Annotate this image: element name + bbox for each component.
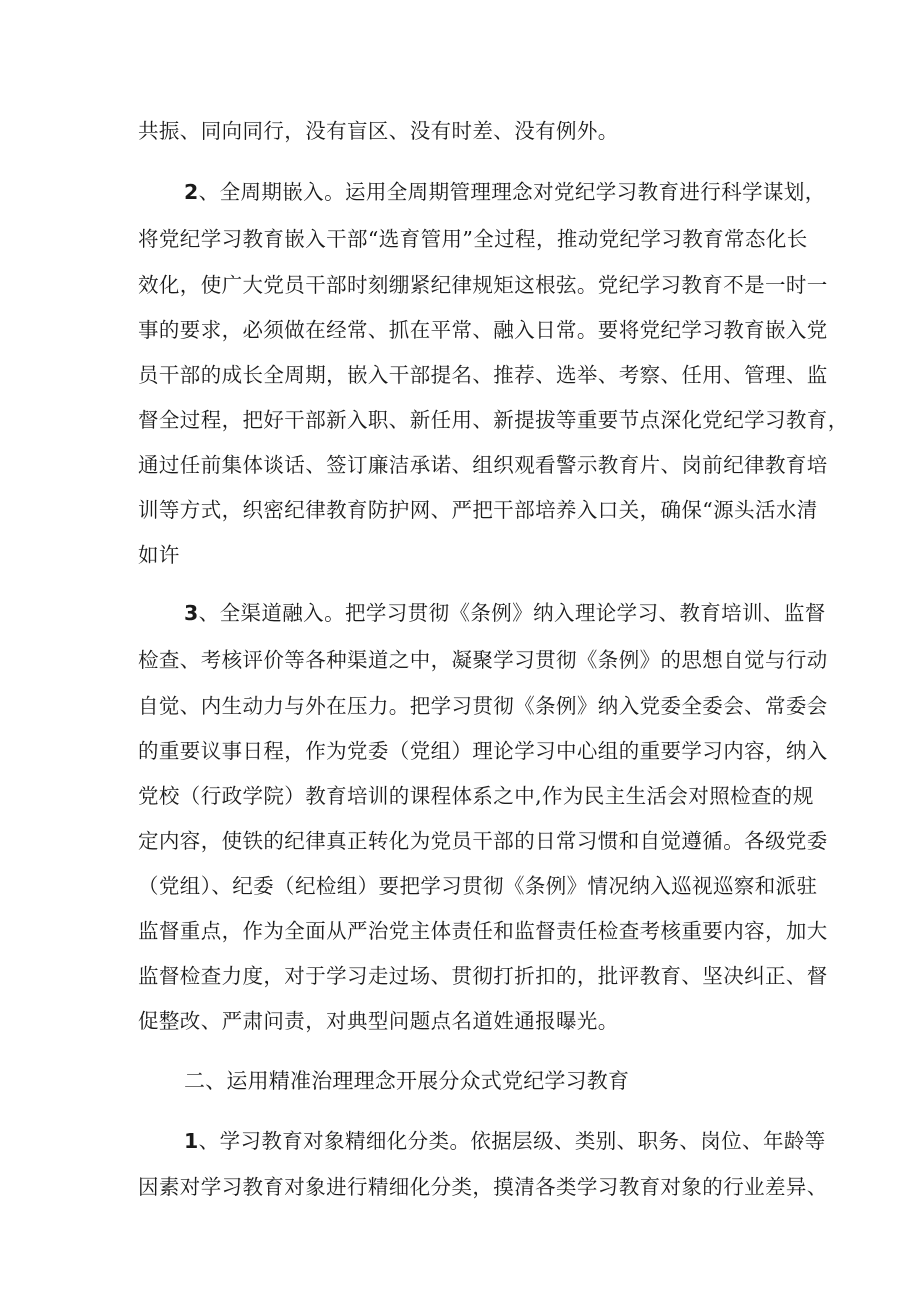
paragraph-line: 促整改、严肃问责，对典型问题点名道姓通报曝光。 bbox=[138, 1009, 619, 1033]
paragraph-line: 事的要求，必须做在经常、抓在平常、融入日常。要将党纪学习教育嵌入党 bbox=[138, 318, 828, 342]
item-1-first-line bbox=[184, 1131, 826, 1152]
item-1-first-line-text: 、学习教育对象精细化分类。依据层级、类别、职务、岗位、年龄等 bbox=[198, 1129, 826, 1153]
paragraph-line: 定内容，使铁的纪律真正转化为党员干部的日常习惯和自觉遵循。各级党委 bbox=[138, 829, 828, 853]
item-1-number: 1 bbox=[184, 1129, 199, 1153]
paragraph-line: 监督检查力度，对于学习走过场、贯彻打折扣的，批评教育、坚决纠正、督 bbox=[138, 964, 828, 988]
paragraph-line: 效化，使广大党员干部时刻绷紧纪律规矩这根弦。党纪学习教育不是一时一 bbox=[138, 273, 828, 297]
item-3-first-line-text: 、全渠道融入。把学习贯彻《条例》纳入理论学习、教育培训、监督 bbox=[198, 601, 826, 625]
item-2-first-line bbox=[184, 182, 826, 203]
item-3-first-line bbox=[184, 603, 826, 624]
paragraph-line: 党校（行政学院）教育培训的课程体系之中,作为民主生活会对照检查的规 bbox=[138, 784, 814, 808]
item-3-number: 3 bbox=[184, 601, 199, 625]
paragraph-line: 共振、同向同行，没有盲区、没有时差、没有例外。 bbox=[138, 119, 619, 143]
paragraph-line: 督全过程，把好干部新入职、新任用、新提拔等重要节点深化党纪学习教育， bbox=[138, 408, 849, 432]
paragraph-line: （党组）、纪委（纪检组）要把学习贯彻《条例》情况纳入巡视巡察和派驻 bbox=[138, 874, 818, 898]
paragraph-line: 将党纪学习教育嵌入干部“选育管用”全过程，推动党纪学习教育常态化长 bbox=[138, 227, 808, 251]
item-2-number: 2 bbox=[184, 180, 199, 204]
paragraph-line: 员干部的成长全周期，嵌入干部提名、推荐、选举、考察、任用、管理、监 bbox=[138, 363, 828, 387]
paragraph-line: 通过任前集体谈话、签订廉洁承诺、组织观看警示教育片、岗前纪律教育培 bbox=[138, 453, 828, 477]
paragraph-line: 监督重点，作为全面从严治党主体责任和监督责任检查考核重要内容，加大 bbox=[138, 919, 828, 943]
item-2-first-line-text: 、全周期嵌入。运用全周期管理理念对党纪学习教育进行科学谋划， bbox=[198, 180, 826, 204]
section-heading: 二、运用精准治理理念开展分众式党纪学习教育 bbox=[184, 1069, 630, 1093]
paragraph-line: 的重要议事日程，作为党委（党组）理论学习中心组的重要学习内容，纳入 bbox=[138, 739, 828, 763]
paragraph-line: 自觉、内生动力与外在压力。把学习贯彻《条例》纳入党委全委会、常委会 bbox=[138, 694, 828, 718]
paragraph-line: 如许 bbox=[138, 543, 180, 567]
paragraph-line: 训等方式，织密纪律教育防护网、严把干部培养入口关，确保“源头活水清 bbox=[138, 498, 818, 522]
paragraph-line: 因素对学习教育对象进行精细化分类，摸清各类学习教育对象的行业差异、 bbox=[138, 1175, 828, 1199]
paragraph-line: 检查、考核评价等各种渠道之中，凝聚学习贯彻《条例》的思想自觉与行动 bbox=[138, 648, 828, 672]
